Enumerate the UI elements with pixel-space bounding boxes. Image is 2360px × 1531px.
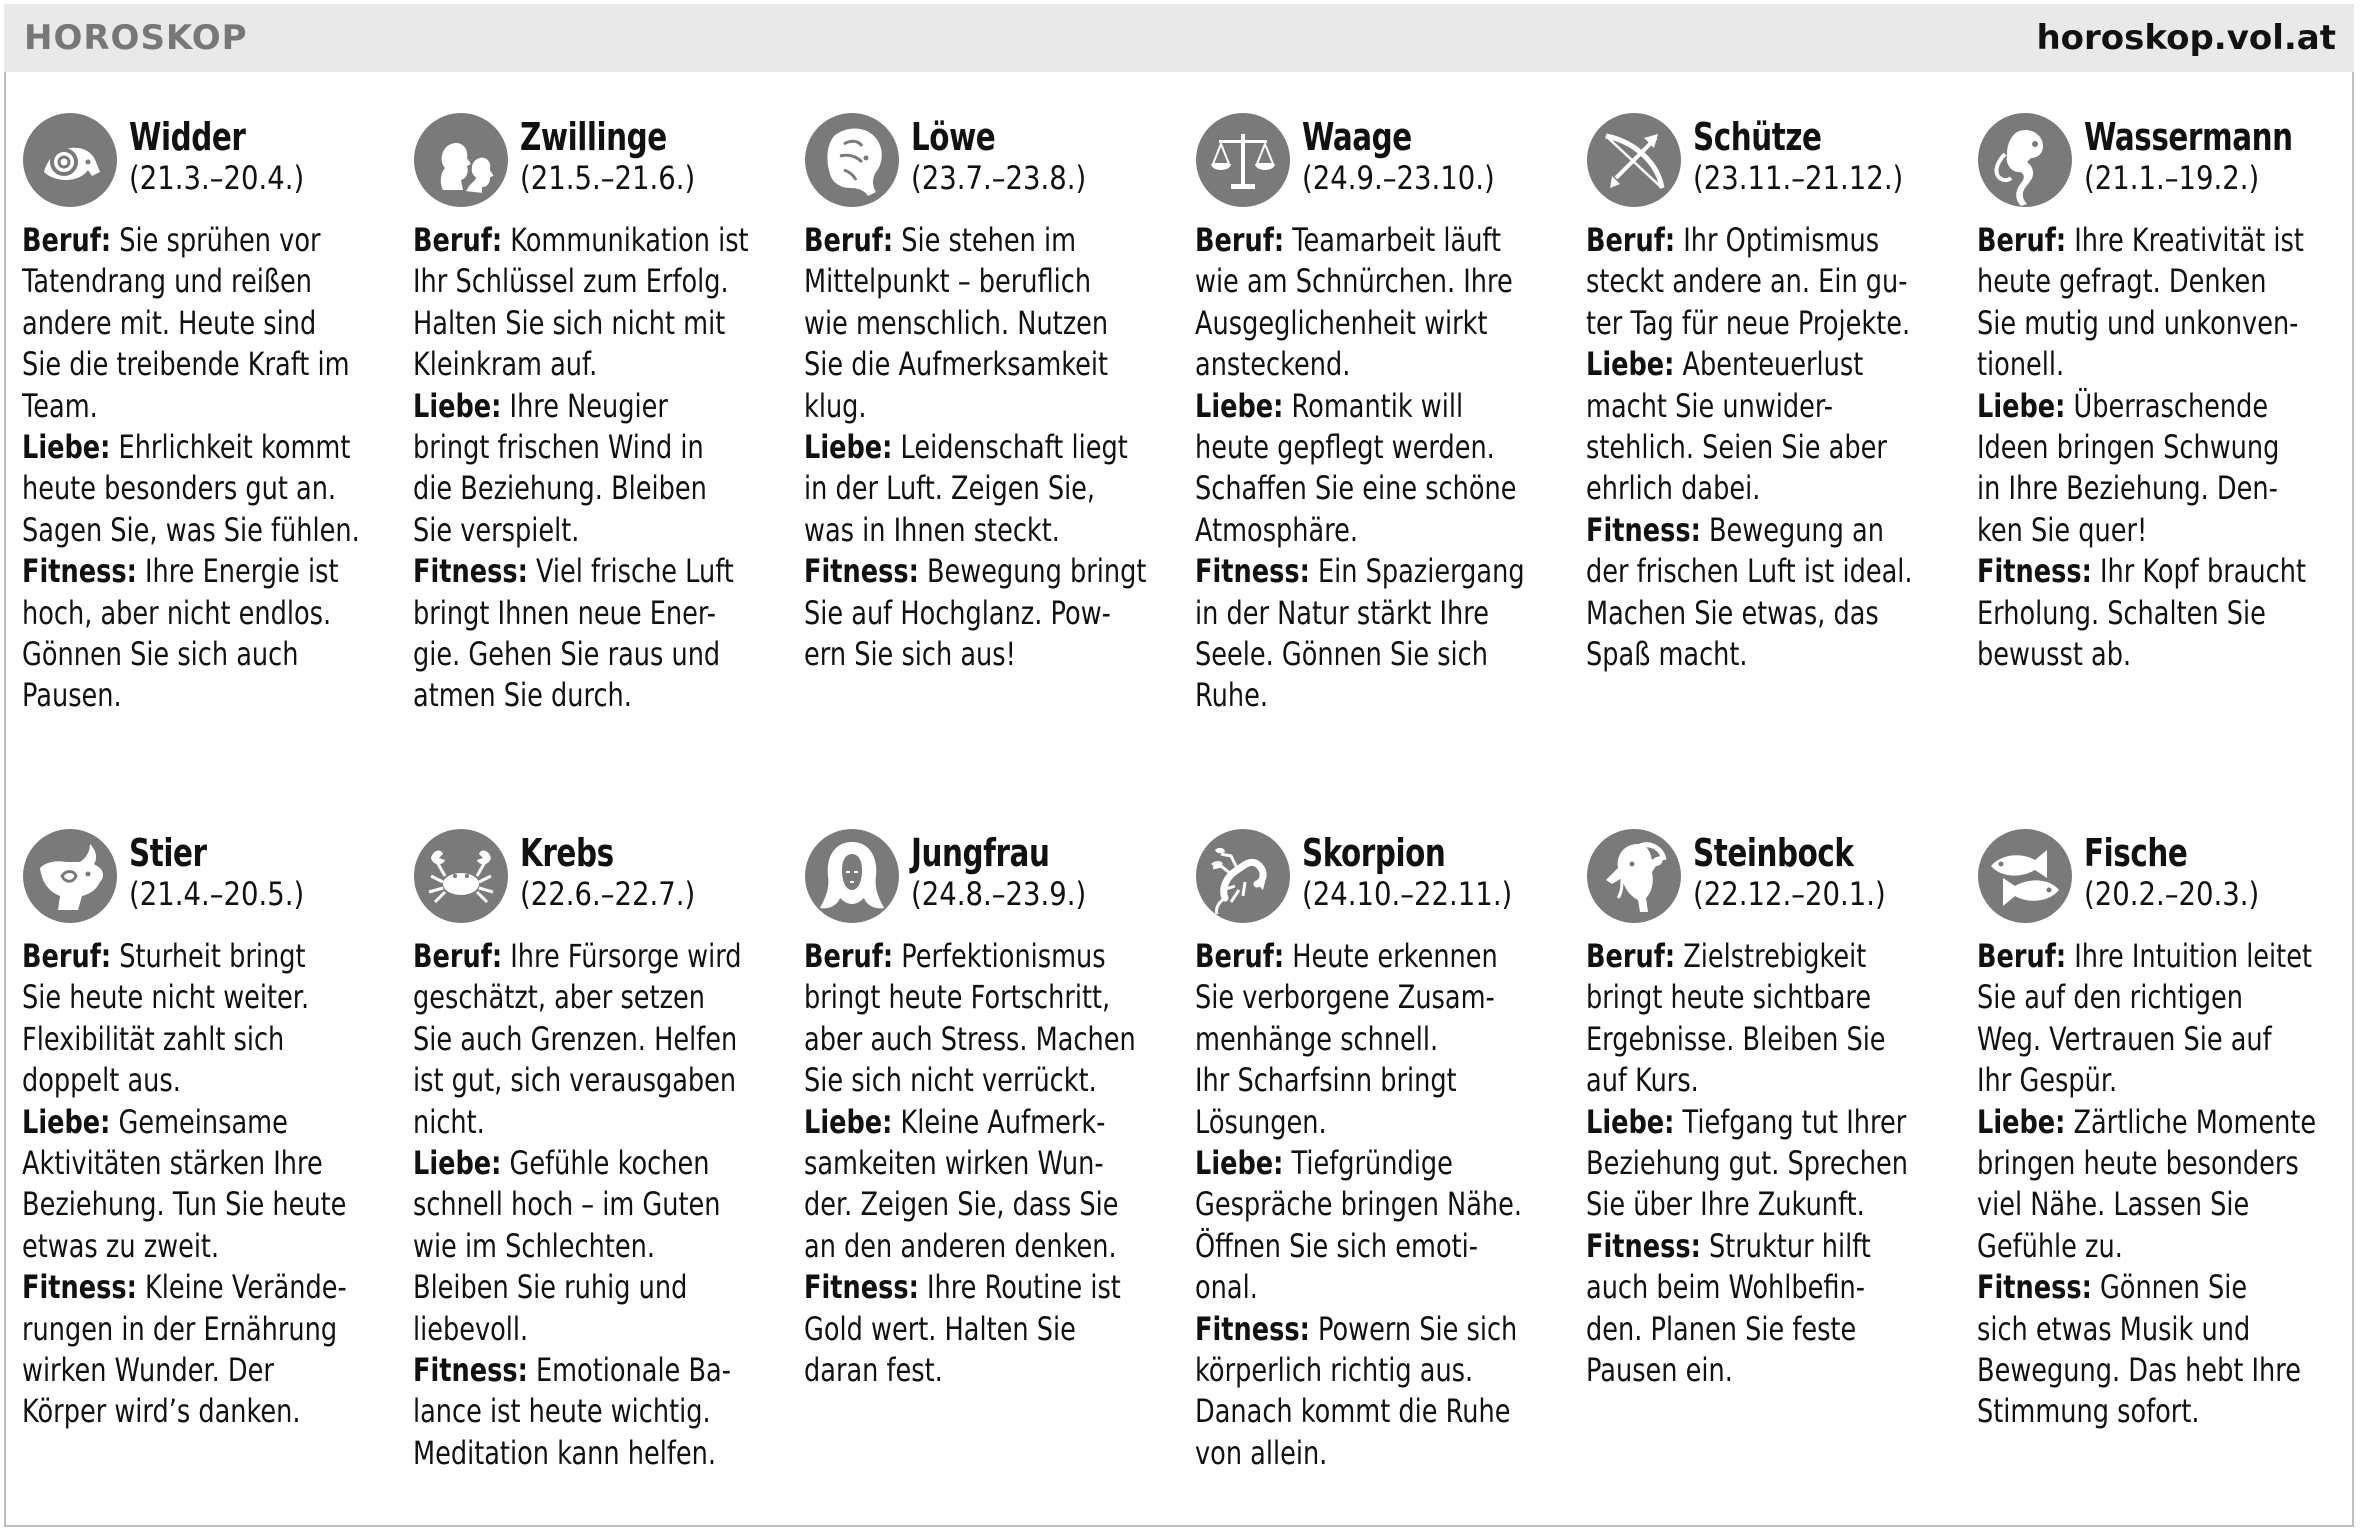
- sign-text: [22, 936, 394, 1433]
- sign-text: [1195, 936, 1567, 1474]
- signs-row-bottom: [22, 828, 2352, 1474]
- beruf-section: [804, 220, 1176, 427]
- beruf-text-line: Sie verborgene Zusam-: [1195, 978, 1495, 1017]
- fitness-text-line: Seele. Gönnen Sie sich: [1195, 635, 1488, 674]
- liebe-text-line: Gefühle zu.: [1977, 1226, 2123, 1265]
- sign-header: [413, 828, 804, 932]
- sign-text: [1586, 220, 1958, 675]
- fitness-text-line: Pausen ein.: [1586, 1351, 1733, 1390]
- fitness-section: [1977, 1267, 2349, 1433]
- liebe-label: Liebe:: [413, 1144, 502, 1183]
- beruf-text-line: Teamarbeit läuft: [1292, 221, 1502, 259]
- sign-header: [804, 112, 1195, 216]
- liebe-text-line: Romantik will: [1291, 386, 1464, 425]
- fitness-text-line: körperlich richtig aus.: [1195, 1351, 1474, 1390]
- sign-name: Wassermann: [2084, 115, 2293, 159]
- fitness-section: [1586, 1226, 1958, 1392]
- beruf-text-line: Team.: [22, 386, 98, 425]
- liebe-label: Liebe:: [1977, 1102, 2066, 1141]
- liebe-text-line: Gefühle kochen: [509, 1144, 710, 1183]
- beruf-label: Beruf:: [1586, 937, 1676, 975]
- liebe-label: Liebe:: [413, 386, 502, 425]
- sign-card-twins: [413, 112, 804, 717]
- beruf-text-line: heute gefragt. Denken: [1977, 262, 2267, 301]
- sign-dates: (21.4.–20.5.): [129, 875, 305, 913]
- fitness-label: Fitness:: [1586, 1226, 1701, 1265]
- beruf-label: Beruf:: [1195, 937, 1285, 975]
- liebe-text-line: Ihre Neugier: [509, 386, 668, 425]
- fitness-text-line: Danach kommt die Ruhe: [1195, 1392, 1511, 1431]
- sign-header: [1586, 112, 1977, 216]
- sign-card-lion: [804, 112, 1195, 717]
- liebe-section: [1977, 386, 2349, 552]
- liebe-text-line: was in Ihnen steckt.: [804, 510, 1060, 549]
- sign-card-crab: [413, 828, 804, 1474]
- sign-dates: (21.1.–19.2.): [2084, 159, 2260, 197]
- liebe-text-line: an den anderen denken.: [804, 1226, 1117, 1265]
- beruf-text-line: ansteckend.: [1195, 345, 1351, 384]
- beruf-text-line: Ihre Fürsorge wird: [510, 937, 742, 975]
- beruf-section: [804, 936, 1176, 1102]
- fitness-text-line: rungen in der Ernährung: [22, 1309, 338, 1348]
- liebe-text-line: Sagen Sie, was Sie fühlen.: [22, 510, 360, 549]
- capricorn-icon: [1586, 828, 1682, 924]
- sign-text: [1977, 936, 2349, 1433]
- liebe-text-line: Gespräche bringen Nähe.: [1195, 1185, 1522, 1224]
- beruf-label: Beruf:: [1586, 221, 1676, 259]
- beruf-text-line: ter Tag für neue Projekte.: [1586, 303, 1911, 342]
- liebe-section: [1195, 1143, 1567, 1309]
- fitness-text-line: Ihr Kopf braucht: [2099, 552, 2306, 591]
- liebe-text-line: Überraschende: [2073, 386, 2269, 425]
- liebe-text-line: heute gepflegt werden.: [1195, 428, 1495, 467]
- liebe-text-line: Atmosphäre.: [1195, 510, 1359, 549]
- beruf-section: [22, 936, 394, 1102]
- beruf-text-line: bringt heute sichtbare: [1586, 978, 1872, 1017]
- liebe-label: Liebe:: [1586, 1102, 1675, 1141]
- liebe-label: Liebe:: [804, 1102, 893, 1141]
- beruf-text-line: Sie die treibende Kraft im: [22, 345, 350, 384]
- liebe-label: Liebe:: [22, 1102, 111, 1141]
- fitness-section: [413, 551, 785, 717]
- fitness-text-line: Ihre Energie ist: [144, 552, 339, 591]
- sign-card-virgin: [804, 828, 1195, 1474]
- scorpion-icon: [1195, 828, 1291, 924]
- sign-card-bull: [22, 828, 413, 1474]
- fitness-text-line: Spaß macht.: [1586, 635, 1748, 674]
- lion-icon: [804, 112, 900, 208]
- liebe-text-line: liebevoll.: [413, 1309, 529, 1348]
- beruf-text-line: nicht.: [413, 1102, 485, 1141]
- fitness-text-line: Emotionale Ba-: [535, 1351, 731, 1390]
- fitness-text-line: Meditation kann helfen.: [413, 1433, 716, 1472]
- beruf-text-line: Sie stehen im: [901, 221, 1076, 259]
- sign-card-fish: [1977, 828, 2360, 1474]
- liebe-label: Liebe:: [1586, 345, 1675, 384]
- sign-name: Jungfrau: [911, 831, 1050, 875]
- fitness-label: Fitness:: [804, 552, 919, 591]
- beruf-section: [1977, 220, 2349, 386]
- fitness-text-line: den. Planen Sie feste: [1586, 1309, 1857, 1348]
- fish-icon: [1977, 828, 2073, 924]
- liebe-text-line: Sie verspielt.: [413, 510, 580, 549]
- sign-name: Stier: [129, 831, 207, 875]
- sign-text: [804, 220, 1176, 675]
- fitness-section: [804, 551, 1176, 675]
- liebe-text-line: etwas zu zweit.: [22, 1226, 220, 1265]
- beruf-text-line: ist gut, sich verausgaben: [413, 1061, 737, 1100]
- fitness-text-line: Struktur hilft: [1708, 1226, 1871, 1265]
- sign-header: [1977, 828, 2360, 932]
- fitness-section: [22, 1267, 394, 1433]
- beruf-text-line: Kommunikation ist: [510, 221, 749, 259]
- fitness-text-line: Körper wird’s danken.: [22, 1392, 301, 1431]
- fitness-section: [1195, 1309, 1567, 1475]
- sign-text: [804, 936, 1176, 1391]
- sign-dates: (23.11.–21.12.): [1693, 159, 1904, 197]
- liebe-text-line: ken Sie quer!: [1977, 510, 2148, 549]
- sign-header: [804, 828, 1195, 932]
- beruf-text-line: Lösungen.: [1195, 1102, 1327, 1141]
- fitness-text-line: der frischen Luft ist ideal.: [1586, 552, 1913, 591]
- fitness-text-line: Powern Sie sich: [1317, 1309, 1518, 1348]
- liebe-text-line: ehrlich dabei.: [1586, 469, 1761, 508]
- liebe-text-line: Tiefgründige: [1291, 1144, 1453, 1183]
- beruf-text-line: Ausgeglichenheit wirkt: [1195, 303, 1488, 342]
- beruf-label: Beruf:: [1977, 221, 2067, 259]
- sign-text: [1977, 220, 2349, 675]
- sign-card-ram: [22, 112, 413, 717]
- fitness-text-line: wirken Wunder. Der: [22, 1351, 274, 1390]
- fitness-section: [413, 1350, 785, 1474]
- beruf-text-line: Zielstrebigkeit: [1683, 937, 1867, 975]
- fitness-text-line: Viel frische Luft: [535, 552, 734, 591]
- fitness-label: Fitness:: [1977, 1268, 2092, 1307]
- beruf-label: Beruf:: [1977, 937, 2067, 975]
- beruf-text-line: Sie die Aufmerksamkeit: [804, 345, 1109, 384]
- sign-card-scorpion: [1195, 828, 1586, 1474]
- beruf-text-line: Sturheit bringt: [119, 937, 306, 975]
- beruf-label: Beruf:: [22, 937, 112, 975]
- sign-dates: (22.6.–22.7.): [520, 875, 696, 913]
- beruf-label: Beruf:: [1195, 221, 1285, 259]
- fitness-label: Fitness:: [1977, 552, 2092, 591]
- sign-dates: (24.10.–22.11.): [1302, 875, 1513, 913]
- beruf-text-line: aber auch Stress. Machen: [804, 1019, 1136, 1058]
- liebe-text-line: Schaffen Sie eine schöne: [1195, 469, 1517, 508]
- bull-icon: [22, 828, 118, 924]
- beruf-label: Beruf:: [804, 937, 894, 975]
- beruf-text-line: Ihr Scharfsinn bringt: [1195, 1061, 1457, 1100]
- beruf-text-line: auf Kurs.: [1586, 1061, 1699, 1100]
- fitness-text-line: von allein.: [1195, 1433, 1328, 1472]
- sign-header: [1586, 828, 1977, 932]
- beruf-text-line: Tatendrang und reißen: [22, 262, 312, 301]
- ram-icon: [22, 112, 118, 208]
- beruf-text-line: Ihr Schlüssel zum Erfolg.: [413, 262, 729, 301]
- fitness-text-line: Sie auf Hochglanz. Pow-: [804, 593, 1111, 632]
- liebe-section: [804, 1102, 1176, 1268]
- beruf-text-line: Perfektionismus: [901, 937, 1106, 975]
- fitness-text-line: auch beim Wohlbefin-: [1586, 1268, 1865, 1307]
- sign-card-capricorn: [1586, 828, 1977, 1474]
- sign-text: [413, 936, 785, 1474]
- beruf-text-line: Sie auch Grenzen. Helfen: [413, 1019, 738, 1058]
- fitness-label: Fitness:: [22, 1268, 137, 1307]
- beruf-text-line: bringt heute Fortschritt,: [804, 978, 1111, 1017]
- beruf-section: [22, 220, 394, 427]
- sign-dates: (21.3.–20.4.): [129, 159, 305, 197]
- liebe-section: [22, 427, 394, 551]
- liebe-text-line: Zärtliche Momente: [2073, 1102, 2317, 1141]
- liebe-text-line: Beziehung. Tun Sie heute: [22, 1185, 347, 1224]
- crab-icon: [413, 828, 509, 924]
- beruf-text-line: Ihre Intuition leitet: [2074, 937, 2312, 975]
- liebe-text-line: onal.: [1195, 1268, 1258, 1307]
- archer-icon: [1586, 112, 1682, 208]
- header-bar: [4, 4, 2354, 72]
- liebe-text-line: stehlich. Seien Sie aber: [1586, 428, 1887, 467]
- liebe-text-line: Abenteuerlust: [1682, 345, 1864, 384]
- liebe-text-line: macht Sie unwider-: [1586, 386, 1833, 425]
- liebe-section: [413, 1143, 785, 1350]
- liebe-text-line: Bleiben Sie ruhig und: [413, 1268, 688, 1307]
- fitness-section: [1977, 551, 2349, 675]
- beruf-text-line: wie menschlich. Nutzen: [804, 303, 1109, 342]
- liebe-text-line: Beziehung gut. Sprechen: [1586, 1144, 1908, 1183]
- liebe-label: Liebe:: [22, 428, 111, 467]
- beruf-text-line: Sie sprühen vor: [119, 221, 321, 259]
- beruf-text-line: Ihre Kreativität ist: [2074, 221, 2304, 259]
- site-url[interactable]: horoskop.vol.at: [2036, 18, 2336, 58]
- liebe-text-line: schnell hoch – im Guten: [413, 1185, 721, 1224]
- fitness-text-line: in der Natur stärkt Ihre: [1195, 593, 1489, 632]
- signs-row-top: [22, 112, 2352, 717]
- fitness-label: Fitness:: [1195, 1309, 1310, 1348]
- sign-header: [1977, 112, 2360, 216]
- beruf-text-line: klug.: [804, 386, 867, 425]
- liebe-text-line: in der Luft. Zeigen Sie,: [804, 469, 1096, 508]
- fitness-section: [1586, 510, 1958, 676]
- liebe-text-line: Aktivitäten stärken Ihre: [22, 1144, 323, 1183]
- liebe-text-line: Ideen bringen Schwung: [1977, 428, 2280, 467]
- beruf-label: Beruf:: [804, 221, 894, 259]
- beruf-text-line: Weg. Vertrauen Sie auf: [1977, 1019, 2272, 1058]
- sign-header: [22, 112, 413, 216]
- sign-name: Waage: [1302, 115, 1412, 159]
- sign-header: [1195, 112, 1586, 216]
- liebe-text-line: bringt frischen Wind in: [413, 428, 704, 467]
- sign-name: Skorpion: [1302, 831, 1446, 875]
- beruf-text-line: Sie sich nicht verrückt.: [804, 1061, 1097, 1100]
- sign-header: [1195, 828, 1586, 932]
- fitness-text-line: sich etwas Musik und: [1977, 1309, 2251, 1348]
- fitness-text-line: Bewegung bringt: [926, 552, 1147, 591]
- beruf-text-line: Ihr Optimismus: [1683, 221, 1880, 259]
- fitness-text-line: Bewegung. Das hebt Ihre: [1977, 1351, 2301, 1390]
- fitness-text-line: Stimmung sofort.: [1977, 1392, 2200, 1431]
- liebe-section: [1977, 1102, 2349, 1268]
- liebe-text-line: Sie über Ihre Zukunft.: [1586, 1185, 1865, 1224]
- liebe-text-line: viel Nähe. Lassen Sie: [1977, 1185, 2250, 1224]
- liebe-label: Liebe:: [1195, 1144, 1284, 1183]
- fitness-section: [804, 1267, 1176, 1391]
- sign-dates: (21.5.–21.6.): [520, 159, 696, 197]
- beruf-section: [1195, 220, 1567, 386]
- fitness-text-line: Ein Spaziergang: [1317, 552, 1525, 591]
- liebe-text-line: heute besonders gut an.: [22, 469, 337, 508]
- fitness-text-line: ern Sie sich aus!: [804, 635, 1016, 674]
- fitness-text-line: Kleine Verände-: [144, 1268, 347, 1307]
- fitness-text-line: Ruhe.: [1195, 676, 1268, 715]
- fitness-label: Fitness:: [804, 1268, 919, 1307]
- beruf-label: Beruf:: [22, 221, 112, 259]
- sign-header: [22, 828, 413, 932]
- sign-name: Krebs: [520, 831, 614, 875]
- sign-card-water-bearer: [1977, 112, 2360, 717]
- beruf-text-line: Sie mutig und unkonven-: [1977, 303, 2299, 342]
- liebe-text-line: wie im Schlechten.: [413, 1226, 655, 1265]
- fitness-text-line: Pausen.: [22, 676, 122, 715]
- sign-dates: (20.2.–20.3.): [2084, 875, 2260, 913]
- sign-card-archer: [1586, 112, 1977, 717]
- beruf-text-line: geschätzt, aber setzen: [413, 978, 705, 1017]
- beruf-text-line: Heute erkennen: [1292, 937, 1498, 975]
- sign-dates: (23.7.–23.8.): [911, 159, 1087, 197]
- liebe-text-line: der. Zeigen Sie, dass Sie: [804, 1185, 1119, 1224]
- liebe-text-line: Gemeinsame: [118, 1102, 288, 1141]
- water-bearer-icon: [1977, 112, 2073, 208]
- liebe-text-line: Tiefgang tut Ihrer: [1682, 1102, 1907, 1141]
- liebe-text-line: bringen heute besonders: [1977, 1144, 2299, 1183]
- liebe-section: [804, 427, 1176, 551]
- fitness-text-line: bewusst ab.: [1977, 635, 2132, 674]
- scales-icon: [1195, 112, 1291, 208]
- beruf-text-line: steckt andere an. Ein gu-: [1586, 262, 1908, 301]
- fitness-label: Fitness:: [1586, 510, 1701, 549]
- virgin-icon: [804, 828, 900, 924]
- sign-header: [413, 112, 804, 216]
- beruf-text-line: tionell.: [1977, 345, 2065, 384]
- liebe-text-line: Öffnen Sie sich emoti-: [1195, 1226, 1478, 1265]
- fitness-text-line: gie. Gehen Sie raus und: [413, 635, 721, 674]
- liebe-text-line: Ehrlichkeit kommt: [118, 428, 351, 467]
- beruf-text-line: Sie auf den richtigen: [1977, 978, 2243, 1017]
- liebe-section: [1586, 1102, 1958, 1226]
- sign-dates: (24.9.–23.10.): [1302, 159, 1495, 197]
- fitness-section: [1195, 551, 1567, 717]
- beruf-text-line: Ergebnisse. Bleiben Sie: [1586, 1019, 1886, 1058]
- fitness-text-line: Bewegung an: [1708, 510, 1884, 549]
- beruf-text-line: Ihr Gespür.: [1977, 1061, 2118, 1100]
- fitness-text-line: lance ist heute wichtig.: [413, 1392, 711, 1431]
- fitness-label: Fitness:: [22, 552, 137, 591]
- fitness-label: Fitness:: [1195, 552, 1310, 591]
- fitness-text-line: Gold wert. Halten Sie: [804, 1309, 1076, 1348]
- fitness-section: [22, 551, 394, 717]
- fitness-text-line: Gönnen Sie: [2099, 1268, 2248, 1307]
- page-title: HOROSKOP: [24, 18, 248, 58]
- fitness-text-line: daran fest.: [804, 1351, 943, 1390]
- liebe-section: [22, 1102, 394, 1268]
- liebe-section: [1195, 386, 1567, 552]
- sign-name: Löwe: [911, 115, 996, 159]
- sign-dates: (22.12.–20.1.): [1693, 875, 1886, 913]
- beruf-section: [1586, 936, 1958, 1102]
- beruf-text-line: wie am Schnürchen. Ihre: [1195, 262, 1513, 301]
- beruf-section: [413, 220, 785, 386]
- beruf-label: Beruf:: [413, 221, 503, 259]
- beruf-text-line: Flexibilität zahlt sich: [22, 1019, 285, 1058]
- fitness-text-line: Gönnen Sie sich auch: [22, 635, 299, 674]
- liebe-text-line: die Beziehung. Bleiben: [413, 469, 707, 508]
- fitness-text-line: Ihre Routine ist: [926, 1268, 1121, 1307]
- beruf-section: [1586, 220, 1958, 344]
- fitness-text-line: Erholung. Schalten Sie: [1977, 593, 2266, 632]
- beruf-text-line: andere mit. Heute sind: [22, 303, 317, 342]
- beruf-section: [1195, 936, 1567, 1143]
- sign-card-scales: [1195, 112, 1586, 717]
- fitness-text-line: hoch, aber nicht endlos.: [22, 593, 332, 632]
- beruf-section: [413, 936, 785, 1143]
- sign-name: Steinbock: [1693, 831, 1854, 875]
- twins-icon: [413, 112, 509, 208]
- beruf-text-line: doppelt aus.: [22, 1061, 181, 1100]
- liebe-section: [1586, 344, 1958, 510]
- liebe-text-line: in Ihre Beziehung. Den-: [1977, 469, 2278, 508]
- fitness-label: Fitness:: [413, 1351, 528, 1390]
- sign-dates: (24.8.–23.9.): [911, 875, 1087, 913]
- beruf-text-line: Kleinkram auf.: [413, 345, 598, 384]
- liebe-label: Liebe:: [1195, 386, 1284, 425]
- liebe-text-line: samkeiten wirken Wun-: [804, 1144, 1104, 1183]
- sign-text: [1586, 936, 1958, 1391]
- sign-name: Zwillinge: [520, 115, 667, 159]
- sign-name: Widder: [129, 115, 246, 159]
- liebe-label: Liebe:: [1977, 386, 2066, 425]
- beruf-label: Beruf:: [413, 937, 503, 975]
- beruf-section: [1977, 936, 2349, 1102]
- fitness-text-line: atmen Sie durch.: [413, 676, 632, 715]
- fitness-text-line: Machen Sie etwas, das: [1586, 593, 1879, 632]
- beruf-text-line: Halten Sie sich nicht mit: [413, 303, 726, 342]
- sign-name: Schütze: [1693, 115, 1822, 159]
- sign-text: [1195, 220, 1567, 717]
- liebe-text-line: Leidenschaft liegt: [900, 428, 1128, 467]
- liebe-text-line: Kleine Aufmerk-: [900, 1102, 1106, 1141]
- sign-name: Fische: [2084, 831, 2188, 875]
- liebe-section: [413, 386, 785, 552]
- beruf-text-line: Mittelpunkt – beruflich: [804, 262, 1092, 301]
- fitness-label: Fitness:: [413, 552, 528, 591]
- beruf-text-line: Sie heute nicht weiter.: [22, 978, 310, 1017]
- liebe-label: Liebe:: [804, 428, 893, 467]
- sign-text: [22, 220, 394, 717]
- beruf-text-line: menhänge schnell.: [1195, 1019, 1439, 1058]
- sign-text: [413, 220, 785, 717]
- fitness-text-line: bringt Ihnen neue Ener-: [413, 593, 717, 632]
